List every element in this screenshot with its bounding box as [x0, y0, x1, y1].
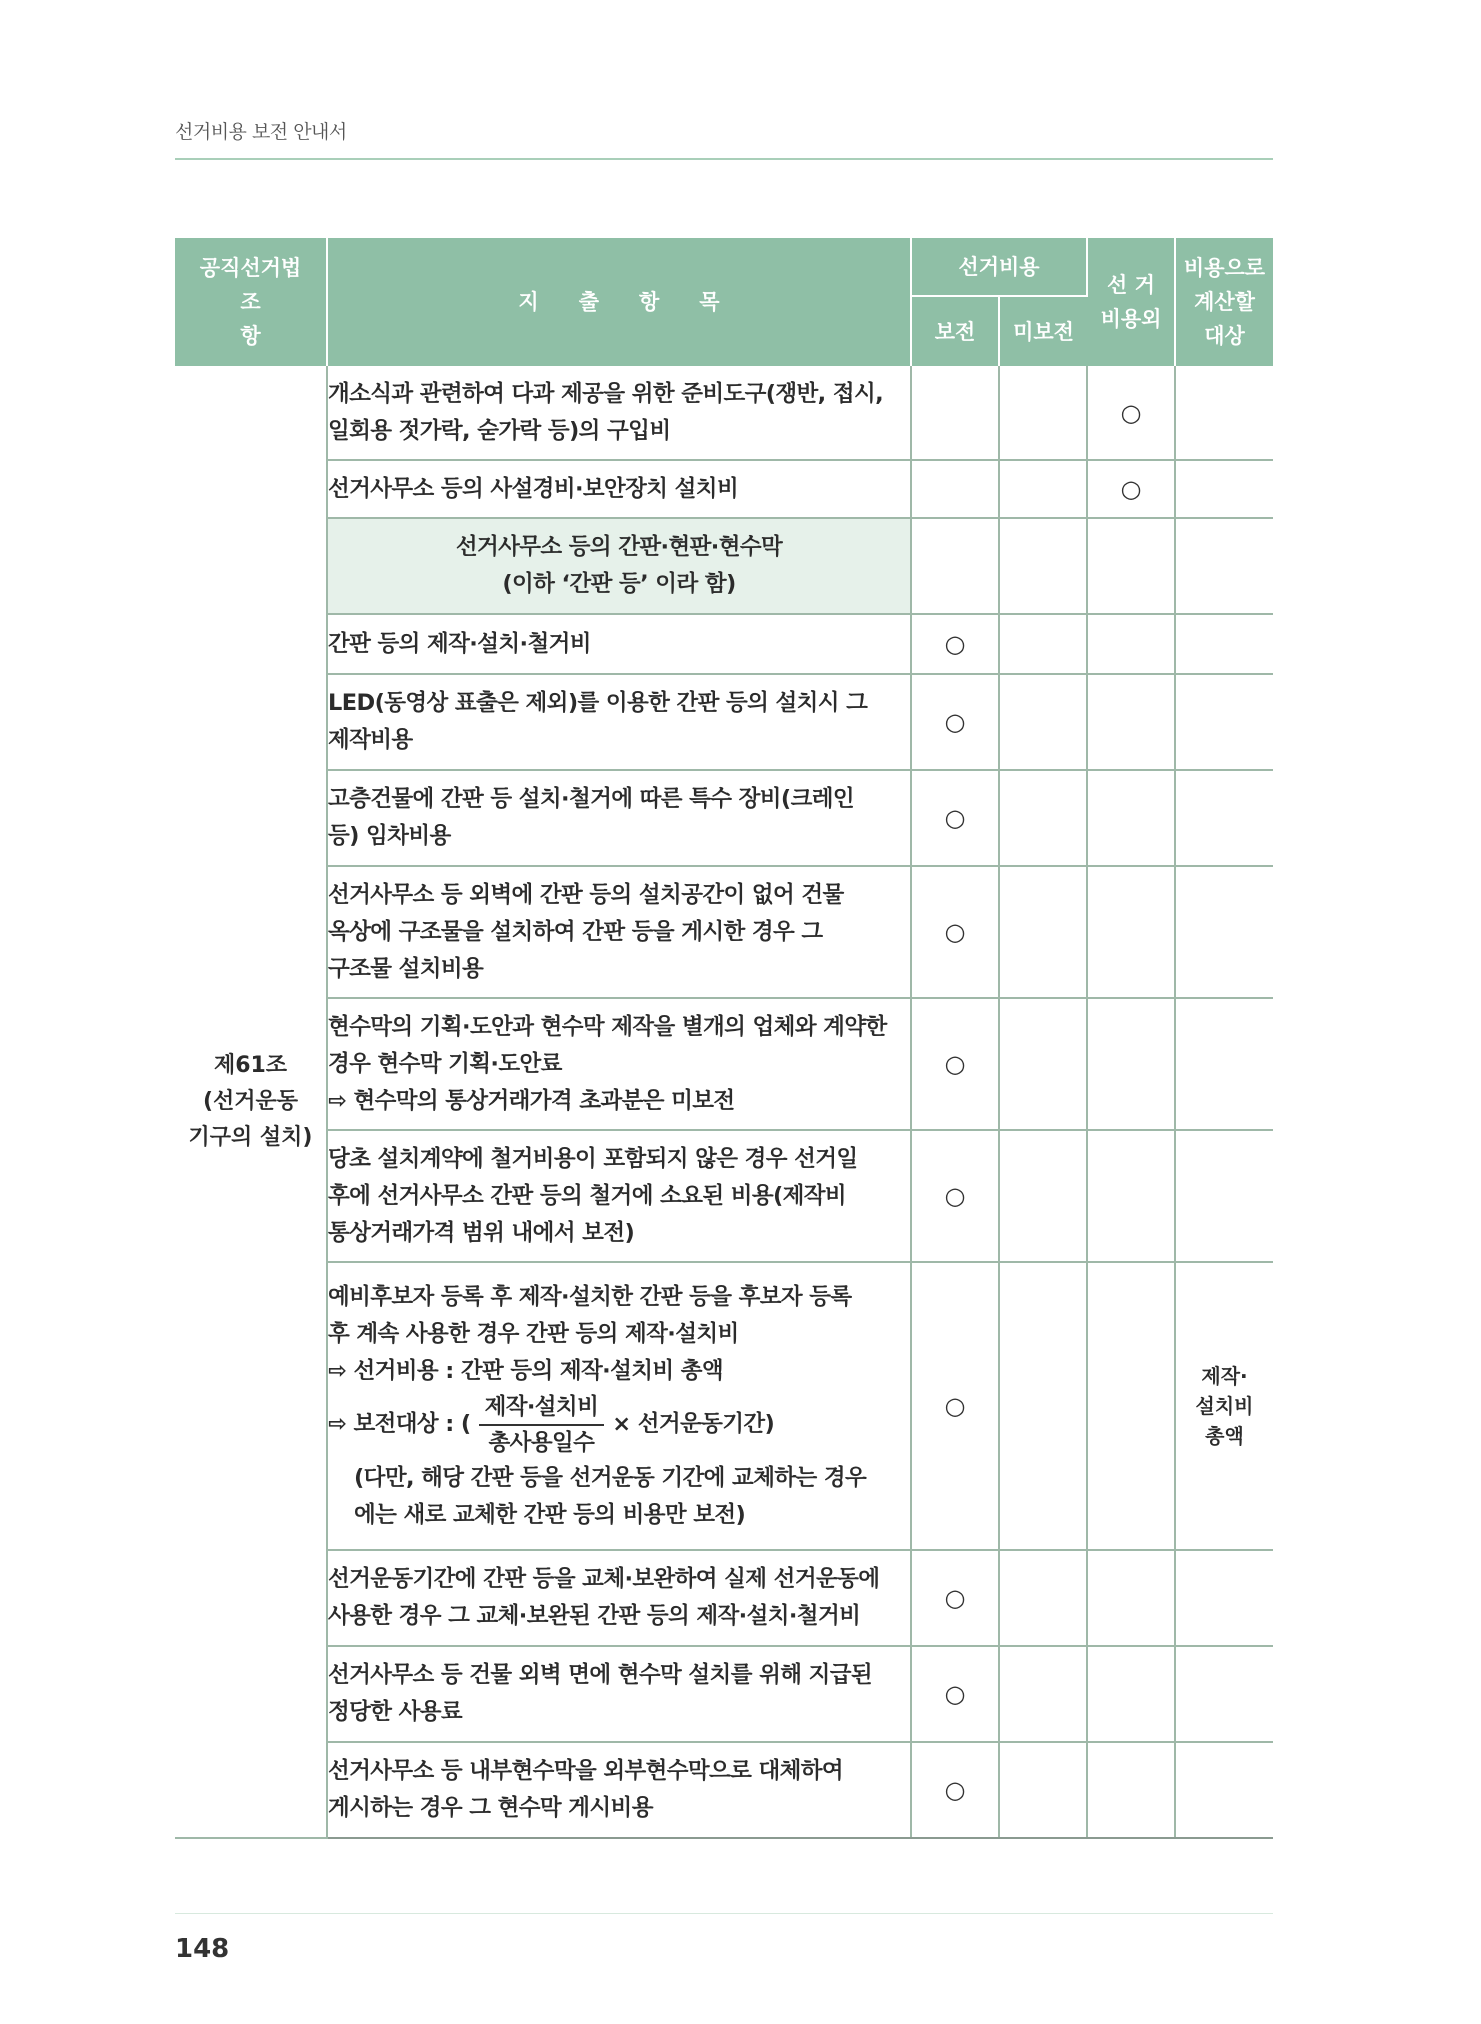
table-row-subheading — [327, 518, 911, 614]
item-line: LED(동영상 표출은 제외)를 이용한 간판 등의 설치시 그 — [328, 690, 868, 716]
reimbursed-cell: ○ — [911, 674, 999, 770]
reimbursed-cell: ○ — [911, 1550, 999, 1646]
formula-denominator: 총사용일수 — [488, 1429, 595, 1456]
item-line: ⇨ 선거비용 : 간판 등의 제작·설치비 총액 — [328, 1357, 724, 1384]
table-row-item — [327, 998, 911, 1130]
item-line: 선거사무소 등 외벽에 간판 등의 설치공간이 없어 건물 — [328, 881, 844, 908]
outside-cost-cell — [1087, 518, 1175, 614]
item-line: 후 계속 사용한 경우 간판 등의 제작·설치비 — [328, 1320, 739, 1347]
item-line: 등) 임차비용 — [328, 823, 451, 849]
calc-target-cell — [1175, 866, 1273, 998]
header-cost: 선거비용 — [911, 238, 1087, 296]
item-line: 개소식과 관련하여 다과 제공을 위한 준비도구(쟁반, 접시, — [328, 380, 884, 407]
outside-cost-cell — [1087, 1550, 1175, 1646]
not-reimbursed-cell — [999, 998, 1087, 1130]
item-line: 선거사무소 등 건물 외벽 면에 현수막 설치를 위해 지급된 — [328, 1662, 872, 1688]
formula-fraction — [479, 1390, 605, 1460]
header-item — [327, 238, 911, 366]
item-line: 예비후보자 등록 후 제작·설치한 간판 등을 후보자 등록 — [328, 1283, 852, 1310]
header-article-line2: 조항 — [240, 290, 315, 348]
outside-cost-cell — [1087, 1742, 1175, 1838]
table-row-item — [327, 1262, 911, 1550]
expense-table — [175, 238, 1273, 1839]
item-line: 후에 선거사무소 간판 등의 철거에 소요된 비용(제작비 — [328, 1182, 847, 1209]
item-line: 당초 설치계약에 철거비용이 포함되지 않은 경우 선거일 — [328, 1145, 858, 1172]
not-reimbursed-cell — [999, 674, 1087, 770]
reimbursed-cell: ○ — [911, 770, 999, 866]
outside-cost-cell — [1087, 866, 1175, 998]
header-article — [175, 238, 327, 366]
reimbursed-cell: ○ — [911, 1646, 999, 1742]
outside-cost-cell: ○ — [1087, 366, 1175, 460]
header-outside-line2: 비용외 — [1100, 307, 1162, 331]
item-line: (이하 ‘간판 등’ 이라 함) — [502, 571, 736, 597]
not-reimbursed-cell — [999, 1262, 1087, 1550]
reimbursement-formula — [328, 1390, 910, 1460]
calc-line: 제작· — [1201, 1364, 1248, 1388]
item-line: 게시하는 경우 그 현수막 게시비용 — [328, 1795, 653, 1821]
item-line: 정당한 사용료 — [328, 1699, 463, 1725]
header-calc-line1: 비용으로 — [1183, 256, 1266, 280]
calc-target-cell — [1175, 1646, 1273, 1742]
item-line: 선거사무소 등 내부현수막을 외부현수막으로 대체하여 — [328, 1758, 844, 1784]
article-line3: 기구의 설치) — [188, 1124, 313, 1150]
not-reimbursed-cell — [999, 1646, 1087, 1742]
calc-target-cell — [1175, 1262, 1273, 1550]
item-line: 사용한 경우 그 교체·보완된 간판 등의 제작·설치·철거비 — [328, 1603, 861, 1629]
article-cell — [175, 366, 327, 1838]
not-reimbursed-cell — [999, 770, 1087, 866]
reimbursed-cell — [911, 366, 999, 460]
table-row-item — [327, 614, 911, 674]
calc-line: 총액 — [1205, 1424, 1244, 1448]
calc-target-cell — [1175, 1550, 1273, 1646]
item-line: 선거사무소 등의 사설경비·보안장치 설치비 — [328, 475, 739, 502]
item-line: 일회용 젓가락, 숟가락 등)의 구입비 — [328, 417, 671, 444]
calc-target-cell — [1175, 674, 1273, 770]
header-divider — [175, 158, 1273, 160]
reimbursed-cell: ○ — [911, 866, 999, 998]
table-row-item — [327, 460, 911, 518]
item-line: 현수막의 기획·도안과 현수막 제작을 별개의 업체와 계약한 — [328, 1013, 887, 1040]
outside-cost-cell — [1087, 998, 1175, 1130]
not-reimbursed-cell — [999, 1742, 1087, 1838]
table-row-item — [327, 366, 911, 460]
item-line: 옥상에 구조물을 설치하여 간판 등을 게시한 경우 그 — [328, 918, 823, 945]
article-line1: 제61조 — [213, 1052, 288, 1078]
header-outside-line1: 선 거 — [1107, 273, 1155, 297]
item-note-line: 에는 새로 교체한 간판 등의 비용만 보전) — [354, 1501, 746, 1528]
outside-cost-cell — [1087, 1130, 1175, 1262]
item-line: 간판 등의 제작·설치·철거비 — [328, 630, 591, 657]
header-calc-line2: 계산할 — [1194, 290, 1255, 314]
outside-cost-cell — [1087, 1262, 1175, 1550]
header-not-reimbursed: 미보전 — [999, 296, 1087, 366]
not-reimbursed-cell — [999, 518, 1087, 614]
item-line: 통상거래가격 범위 내에서 보전) — [328, 1219, 635, 1246]
reimbursed-cell: ○ — [911, 1262, 999, 1550]
table-row-item — [327, 674, 911, 770]
calc-target-cell — [1175, 614, 1273, 674]
calc-target-cell — [1175, 1130, 1273, 1262]
footer-divider — [175, 1913, 1273, 1914]
table-row-item — [327, 1130, 911, 1262]
header-calc-line3: 대상 — [1204, 324, 1245, 348]
calc-target-cell — [1175, 1742, 1273, 1838]
table-row-item — [327, 770, 911, 866]
reimbursed-cell: ○ — [911, 998, 999, 1130]
not-reimbursed-cell — [999, 866, 1087, 998]
outside-cost-cell: ○ — [1087, 460, 1175, 518]
table-row-item — [327, 1550, 911, 1646]
calc-target-cell — [1175, 998, 1273, 1130]
item-line: 구조물 설치비용 — [328, 955, 484, 982]
running-head: 선거비용 보전 안내서 — [175, 121, 347, 143]
header-calc-target — [1175, 238, 1273, 366]
table-row-item — [327, 1646, 911, 1742]
calc-target-cell — [1175, 460, 1273, 518]
outside-cost-cell — [1087, 614, 1175, 674]
header-reimbursed: 보전 — [911, 296, 999, 366]
reimbursed-cell: ○ — [911, 1742, 999, 1838]
table-row-item — [327, 1742, 911, 1838]
calc-line: 설치비 — [1195, 1394, 1254, 1418]
formula-suffix: × 선거운동기간) — [612, 1411, 775, 1437]
header-outside-cost — [1087, 238, 1175, 366]
page-number: 148 — [175, 1934, 230, 1964]
not-reimbursed-cell — [999, 1550, 1087, 1646]
reimbursed-cell: ○ — [911, 1130, 999, 1262]
item-line: 선거사무소 등의 간판·현판·현수막 — [455, 534, 783, 560]
not-reimbursed-cell — [999, 366, 1087, 460]
outside-cost-cell — [1087, 674, 1175, 770]
header-item-label: 지출항목 — [518, 290, 760, 314]
formula-prefix: ⇨ 보전대상 : ( — [328, 1411, 471, 1437]
calc-target-cell — [1175, 518, 1273, 614]
not-reimbursed-cell — [999, 460, 1087, 518]
item-line: 고층건물에 간판 등 설치·철거에 따른 특수 장비(크레인 — [328, 786, 855, 812]
item-line: ⇨ 현수막의 통상거래가격 초과분은 미보전 — [328, 1087, 735, 1114]
reimbursed-cell: ○ — [911, 614, 999, 674]
article-line2: (선거운동 — [202, 1088, 299, 1114]
outside-cost-cell — [1087, 770, 1175, 866]
item-line: 제작비용 — [328, 727, 413, 753]
item-line: 선거운동기간에 간판 등을 교체·보완하여 실제 선거운동에 — [328, 1566, 880, 1592]
item-note-line: (다만, 해당 간판 등을 선거운동 기간에 교체하는 경우 — [354, 1464, 867, 1491]
reimbursed-cell — [911, 518, 999, 614]
calc-target-cell — [1175, 770, 1273, 866]
calc-target-cell — [1175, 366, 1273, 460]
header-article-line1: 공직선거법 — [199, 256, 302, 280]
reimbursed-cell — [911, 460, 999, 518]
table-row-item — [327, 866, 911, 998]
formula-numerator: 제작·설치비 — [479, 1390, 605, 1426]
not-reimbursed-cell — [999, 614, 1087, 674]
not-reimbursed-cell — [999, 1130, 1087, 1262]
item-line: 경우 현수막 기획·도안료 — [328, 1050, 562, 1077]
outside-cost-cell — [1087, 1646, 1175, 1742]
